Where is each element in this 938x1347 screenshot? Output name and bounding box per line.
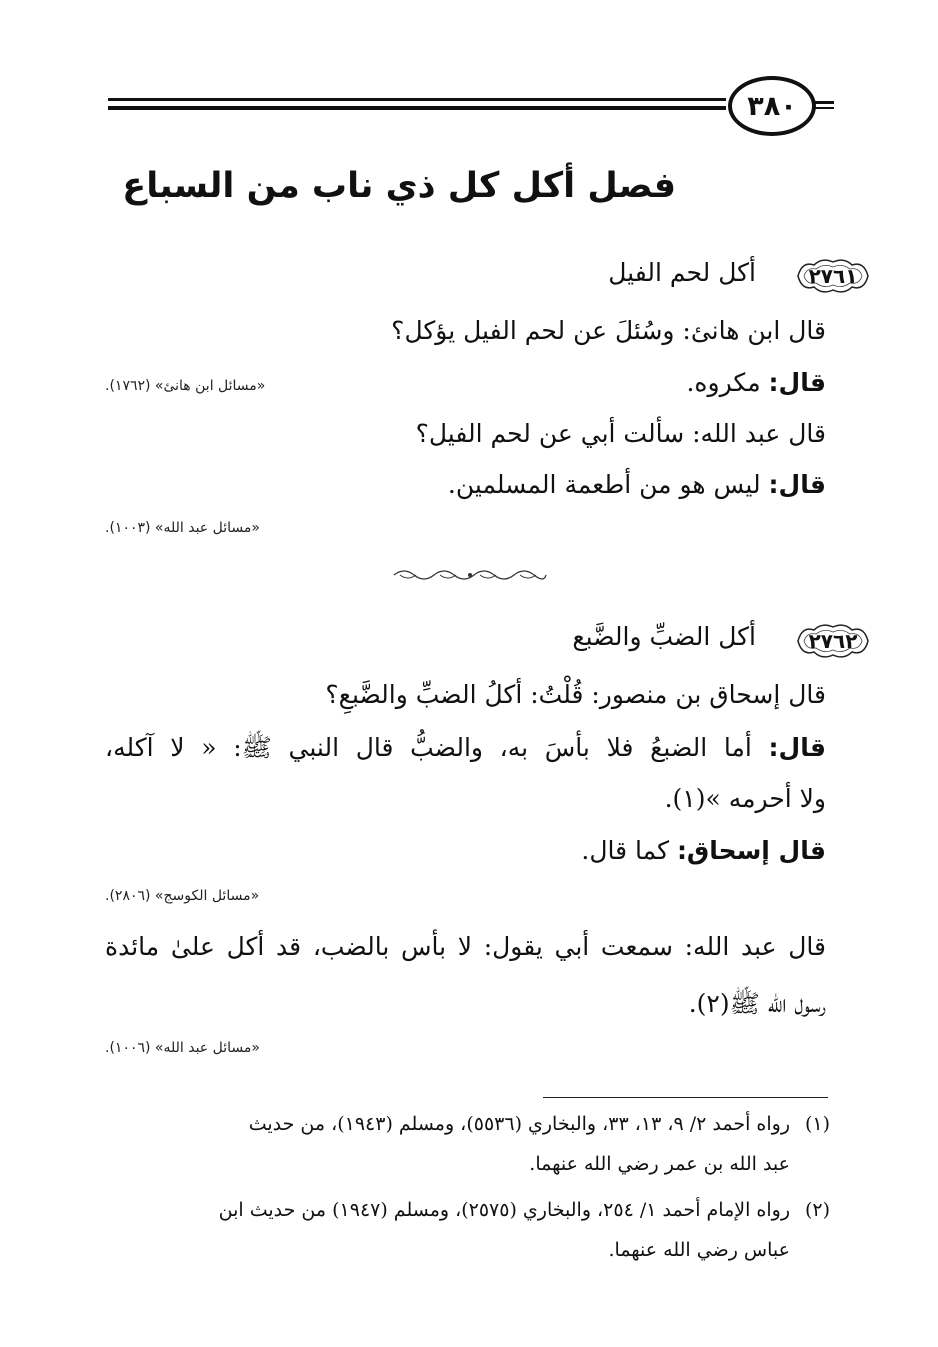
entry-number: ٢٧٦٢	[808, 629, 858, 653]
text-line: رسول الله ﷺ(٢).	[688, 989, 826, 1018]
source-citation: «مسائل الكوسج» (٢٨٠٦).	[105, 888, 260, 904]
source-citation: «مسائل ابن هانئ» (١٧٦٢).	[105, 378, 266, 394]
entry-number-badge	[788, 620, 878, 662]
footnote-marker: (٢)	[804, 1199, 830, 1221]
chapter-title: فصل أكل كل ذي ناب من السباع	[122, 166, 676, 206]
text-line: قال إسحاق بن منصور: قُلْتُ: أكلُ الضبِّ والضَّبعِ؟	[325, 680, 826, 709]
entry-number-badge	[788, 255, 878, 297]
source-citation: «مسائل عبد الله» (١٠٠٦).	[105, 1040, 260, 1056]
text-line: قال: ليس هو من أطعمة المسلمين.	[447, 470, 826, 499]
source-citation: «مسائل عبد الله» (١٠٠٣).	[105, 520, 260, 536]
header-rule-bottom	[108, 106, 726, 110]
page-number: ٣٨٠	[728, 76, 816, 136]
footnote-marker: (١)	[804, 1113, 830, 1135]
footnote-separator	[543, 1097, 828, 1098]
entry-heading: أكل الضبِّ والضَّبع	[572, 622, 756, 651]
text-line: قال: أما الضبعُ فلا بأسَ به، والضبُّ قال النبي ﷺ: « لا آكله،	[105, 733, 826, 762]
footnote-text: رواه أحمد ٢/ ٩، ١٣، ٣٣، والبخاري (٥٥٣٦)، ومسلم (١٩٤٣)، من حديث	[248, 1113, 790, 1135]
text-line: ولا أحرمه »(١).	[664, 784, 826, 813]
ornament-divider-icon	[390, 566, 550, 584]
text-line: قال إسحاق: كما قال.	[581, 836, 826, 865]
footnote-text: عبد الله بن عمر رضي الله عنهما.	[529, 1153, 790, 1175]
header-rule-top	[108, 98, 726, 101]
text-line: قال عبد الله: سألت أبي عن لحم الفيل؟	[415, 419, 826, 448]
footnote-text: رواه الإمام أحمد ١/ ٢٥٤، والبخاري (٢٥٧٥)، ومسلم (١٩٤٧) من حديث ابن	[218, 1199, 790, 1221]
footnote-text: عباس رضي الله عنهما.	[608, 1239, 790, 1261]
text-line: قال عبد الله: سمعت أبي يقول: لا بأس بالضب، قد أكل علىٰ مائدة	[105, 932, 826, 961]
text-line: قال ابن هانئ: وسُئلَ عن لحم الفيل يؤكل؟	[391, 316, 826, 345]
entry-heading: أكل لحم الفيل	[608, 258, 756, 287]
entry-number: ٢٧٦١	[808, 264, 858, 288]
text-line: قال: مكروه.	[686, 368, 826, 397]
